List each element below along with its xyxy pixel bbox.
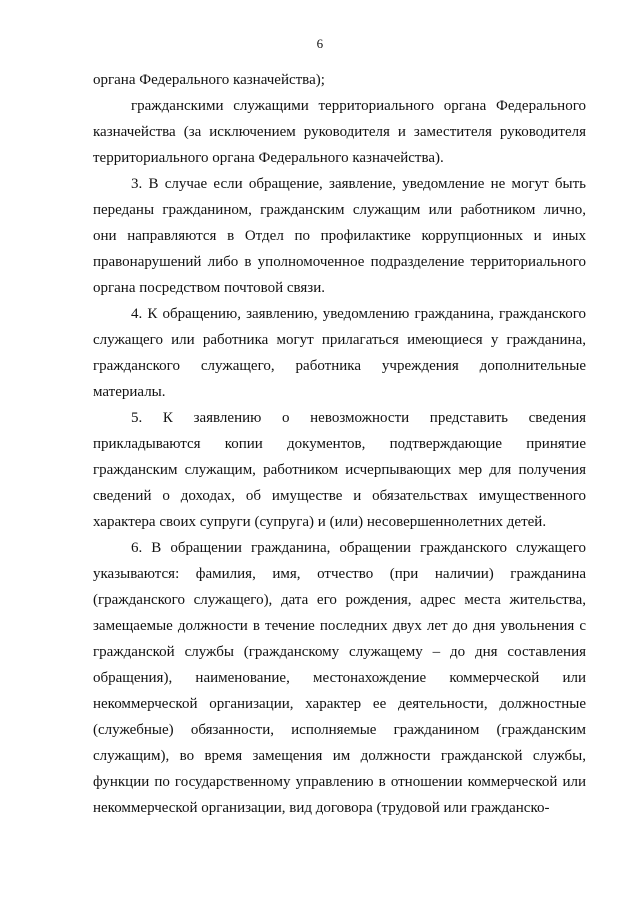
document-body	[93, 67, 586, 821]
paragraph-item-6: 6. В обращении гражданина, обращении гражданского служащего указываются: фамилия, имя, отчество (при наличии) гражданина (гражданского служащего), дата его рождения, адрес места жительства, замещаемые должности в течение последних двух лет до дня увольнения с гражданской службы (гражданскому служащему – до дня составления обращения), наименование, местонахождение коммерческой или некоммерческой организации, характер ее деятельности, должностные (служебные) обязанности, исполняемые гражданином (гражданским служащим), во время замещения им должности гражданской службы, функции по государственному управлению в отношении коммерческой или некоммерческой организации, вид договора (трудовой или гражданско-	[93, 540, 586, 816]
paragraph-item-4: 4. К обращению, заявлению, уведомлению гражданина, гражданского служащего или работника могут прилагаться имеющиеся у гражданина, гражданского служащего, работника учреждения дополнительные материалы.	[93, 306, 586, 400]
paragraph-continuation: органа Федерального казначейства);	[93, 72, 325, 88]
paragraph-item-3: 3. В случае если обращение, заявление, уведомление не могут быть переданы гражданином, гражданским служащим или работником лично, они направляются в Отдел по профилактике коррупционных и иных правонарушений либо в уполномоченное подразделение территориального органа посредством почтовой связи.	[93, 176, 586, 296]
page-number: 6	[316, 36, 324, 51]
paragraph-item-5: 5. К заявлению о невозможности представить сведения прикладываются копии документов, подтверждающие принятие гражданским служащим, работником исчерпывающих мер для получения сведений о доходах, об имуществе и обязательствах имущественного характера своих супруги (супруга) и (или) несовершеннолетних детей.	[93, 410, 586, 530]
paragraph-civil-servants: гражданскими служащими территориального органа Федерального казначейства (за исключением руководителя и заместителя руководителя территориального органа Федерального казначейства).	[93, 98, 586, 166]
